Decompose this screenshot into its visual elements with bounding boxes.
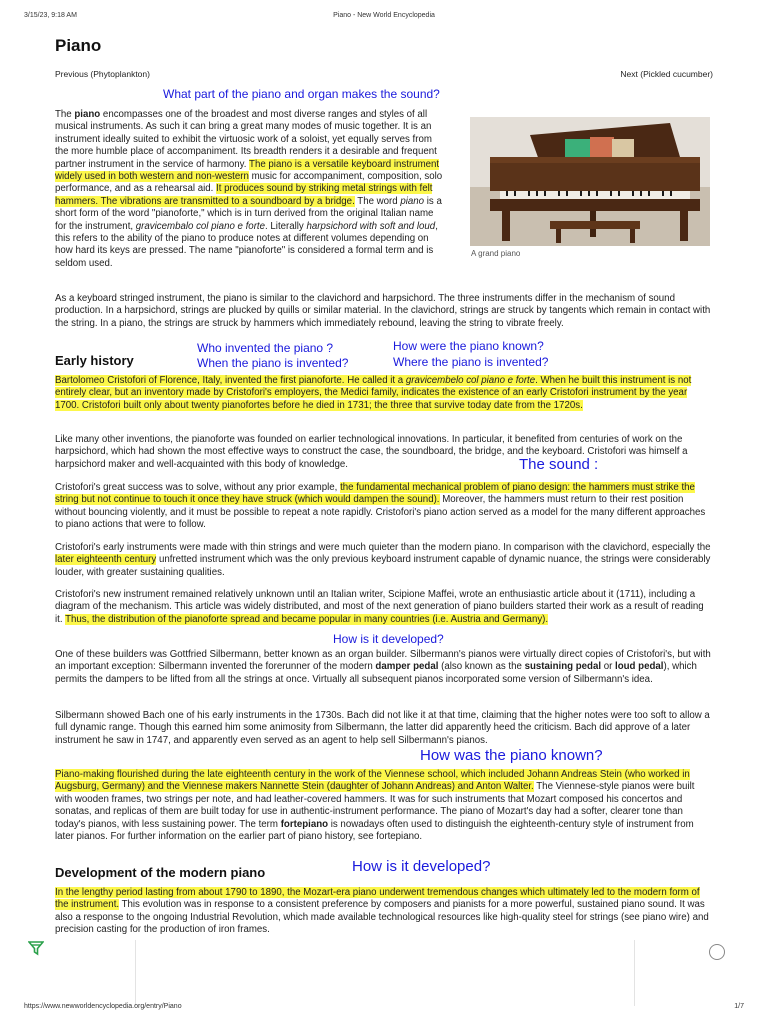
paragraph: Cristofori's new instrument remained relatively unknown until an Italian writer, Scipione Maffei, wrote an enthusiastic article about it (1711), including a diagram of the mechanism. This article was widely distributed, and most of the next generation of piano builders started their work as a result of reading it. Thus, the distribution of the pianoforte spread and became popular in many countries (i.e. Austria and Germany). — [55, 589, 704, 625]
print-timestamp: 3/15/23, 9:18 AM — [24, 12, 77, 19]
highlight: It produces sound by striking metal strings with felt hammers. The vibrations are transmitted to a soundboard by a bridge. — [55, 183, 433, 207]
highlight: The piano is a versatile keyboard instrument widely used in both western and non-western — [55, 158, 440, 183]
highlight: Thus, the distribution of the pianoforte spread and became popular in many countries (i.e. Austria and Germany). — [65, 613, 549, 625]
print-page-title: Piano - New World Encyclopedia — [333, 12, 435, 19]
embedded-frame — [135, 940, 635, 1006]
grand-piano-image — [470, 117, 710, 246]
highlight: In the lengthy period lasting from about 1790 to 1890, the Mozart-era piano underwent tremendous changes which ultimately led to the modern form of the instrument. — [55, 887, 700, 911]
annotation-how-was-known: How was the piano known? — [420, 747, 603, 764]
annotation-the-sound: The sound : — [519, 456, 599, 473]
next-article-link[interactable]: Next (Pickled cucumber) — [620, 69, 713, 79]
paragraph: Piano-making flourished during the late eighteenth century in the work of the Viennese school, which included Johann Andreas Stein (who worked in Augsburg, Germany) and the Viennese makers Nannette Stein (daughter of Johann Andreas) and Anton Walter. The Viennese-style pianos were built with wooden frames, two strings per note, and had leather-covered hammers. It was for such instruments that Mozart composed his concertos and sonatas, and replicas of them are built today for use in authentic-instrument performance. The piano of Mozart's day had a softer, clearer tone than today's pianos, with less sustaining power. The term fortepiano is nowadays often used to distinguish the eighteenth-century style of instrument from later pianos. For further information on the earlier part of piano history, see fortepiano. — [55, 769, 695, 843]
paragraph: Silbermann showed Bach one of his early instruments in the 1730s. Bach did not like it at that time, claiming that the higher notes were too soft to allow a full dynamic range. Though this earned him some animosity from Silbermann, the latter did apparently heed the criticism. Bach did approve of a later instrument he saw in 1747, and apparently even served as an agent to help sell Silbermann's pianos. — [55, 710, 710, 746]
highlight: Bartolomeo Cristofori of Florence, Italy, invented the first pianoforte. He called it a gravicembelo col piano e forte. When he built this instrument is not entirely clear, but an inventory made by Cristofori's employers, the Medici family, indicates the existence of an early Cristofori instrument by the year 1700. Cristofori built only about twenty pianofortes before he died in 1731; the three that survive today date from the 1720s. — [55, 375, 692, 411]
annotation-where-invented: Where the piano is invented? — [393, 355, 549, 369]
page-title: Piano — [55, 36, 102, 55]
paragraph: As a keyboard stringed instrument, the piano is similar to the clavichord and harpsichord. The three instruments differ in the mechanism of sound production. In a harpsichord, strings are plucked by quills or similar material. In the clavichord, strings are struck by tangents which remain in contact with the string. In a piano, the strings are struck by hammers which immediately rebound, leaving the string to vibrate freely. — [55, 293, 711, 329]
annotation-sound-question: What part of the piano and organ makes the sound? — [163, 87, 440, 101]
paragraph: Cristofori's great success was to solve, without any prior example, the fundamental mechanical problem of piano design: the hammers must strike the string but not continue to touch it once they have struck (which would dampen the sound). Moreover, the hammers must return to their rest position without bouncing violently, and it must be possible to repeat a note rapidly. Cristofori's piano action served as a model for the many different approaches to piano actions that were to follow. — [55, 482, 706, 531]
paragraph: In the lengthy period lasting from about 1790 to 1890, the Mozart-era piano underwent tremendous changes which ultimately led to the modern form of the instrument. This evolution was in response to a consistent preference by composers and pianists for a more powerful, sustained piano sound. It was also a response to the ongoing Industrial Revolution, which made available technological resources like high-quality steel for strings (see piano wire) and precision casting for the production of iron frames. — [55, 887, 709, 936]
paragraph — [55, 375, 713, 412]
highlight: later eighteenth century — [55, 554, 157, 566]
section-heading-early-history: Early history — [55, 353, 134, 368]
highlight: the fundamental mechanical problem of piano design: the hammers must strike the string but not continue to touch it once they have struck (which would dampen the sound). — [55, 482, 695, 506]
highlight: Piano-making flourished during the late eighteenth century in the work of the Viennese school, which included Johann Andreas Stein (who worked in Augsburg, Germany) and the Viennese makers Nannette Stein (daughter of Johann Andreas) and Anton Walter. — [55, 769, 690, 793]
filter-funnel-icon[interactable] — [28, 940, 44, 961]
image-caption: A grand piano — [471, 249, 521, 258]
paragraph: Cristofori's early instruments were made with thin strings and were much quieter than the modern piano. In comparison with the clavichord, especially the later eighteenth century unfretted instrument which was the only previous keyboard instrument capable of dynamic nuance, the strings were considerably louder, with greater sustaining qualities. — [55, 542, 711, 578]
print-page-number: 1/7 — [734, 1003, 744, 1010]
annotation-how-developed: How is it developed? — [352, 858, 491, 875]
section-heading-modern-piano: Development of the modern piano — [55, 865, 266, 880]
annotation-who-invented: Who invented the piano ? — [197, 341, 334, 355]
annotation-how-developed: How is it developed? — [333, 632, 444, 646]
print-url: https://www.newworldencyclopedia.org/entry/Piano — [24, 1003, 182, 1010]
annotation-how-known: How were the piano known? — [393, 339, 544, 353]
previous-article-link[interactable]: Previous (Phytoplankton) — [55, 69, 150, 79]
paragraph: One of these builders was Gottfried Silbermann, better known as an organ builder. Silbermann's pianos were virtually direct copies of Cristofori's, but with an important exception: Silbermann invented the forerunner of the modern damper pedal (also known as the sustaining pedal or loud pedal), which permits the dampers to be lifted from all the strings at once. Virtually all subsequent pianos incorporated some version of Silbermann's idea. — [55, 649, 711, 685]
intro-paragraph: The piano encompasses one of the broadest and most diverse ranges and styles of all musical instruments. As such it can bring a great many modes of music together. It is an instrument ideally suited to exhibit the virtuosic work of a soloist, yet equally serves from the more humble place of accompaniment. Its breadth renders it a desirable and frequent partner instrument in the service of harmony. The piano is a versatile keyboard instrument widely used in both western and non-western music for accompaniment, composition, solo performance, and as a rehearsal aid. It produces sound by striking metal strings with felt hammers. The vibrations are transmitted to a soundboard by a bridge. The word piano is a short form of the word "pianoforte," which is in turn derived from the original Italian name for the instrument, gravicembalo col piano e forte. Literally harpsichord with soft and loud, this refers to the ability of the piano to produce notes at different volumes depending on how hard its keys are pressed. The name "pianoforte" is considered a formal term and is seldom used. — [55, 109, 443, 269]
annotation-when-invented: When the piano is invented? — [197, 356, 349, 370]
circle-button[interactable] — [709, 944, 725, 960]
paragraph: Like many other inventions, the pianoforte was founded on earlier technological innovations. In particular, it benefited from centuries of work on the harpsichord, which had shown the most effective ways to construct the case, the soundboard, the bridge, and the keyboard. Cristofori was himself a harpsichord maker and well-acquainted with this body of knowledge. — [55, 434, 688, 470]
